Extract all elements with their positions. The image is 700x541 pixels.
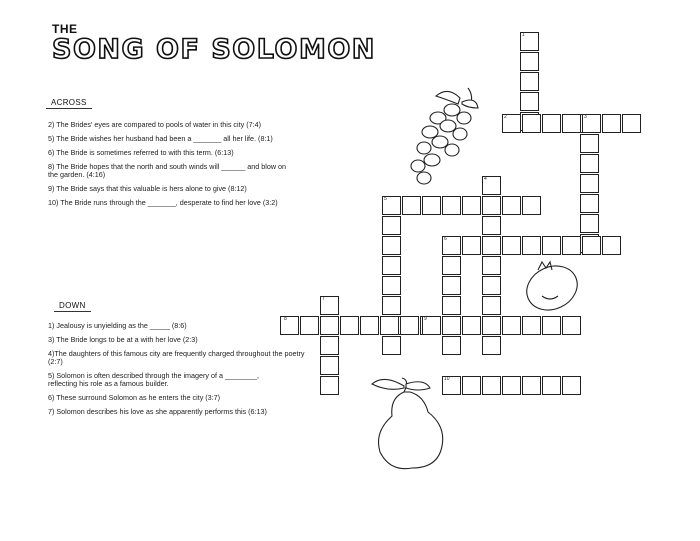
crossword-cell[interactable]	[562, 316, 581, 335]
down-clue: 6) These surround Solomon as he enters the city (3:7)	[48, 393, 221, 402]
down-clue: 1) Jealousy is unyielding as the _____ (8:6)	[48, 321, 187, 330]
across-clue: 10) The Bride runs through the _______, desperate to find her love (3:2)	[48, 198, 278, 207]
crossword-cell[interactable]	[400, 316, 419, 335]
crossword-cell[interactable]	[542, 316, 561, 335]
crossword-cell[interactable]	[520, 52, 539, 71]
clue-number: 1	[522, 32, 525, 38]
down-heading: DOWN	[54, 301, 91, 312]
crossword-cell[interactable]	[562, 236, 581, 255]
crossword-cell[interactable]	[562, 376, 581, 395]
clue-number: 3	[584, 114, 587, 120]
crossword-cell[interactable]	[522, 316, 541, 335]
crossword-cell[interactable]	[542, 376, 561, 395]
crossword-cell[interactable]	[462, 196, 481, 215]
crossword-cell[interactable]	[502, 376, 521, 395]
crossword-cell[interactable]	[580, 134, 599, 153]
crossword-cell[interactable]	[520, 92, 539, 111]
crossword-cell[interactable]	[522, 196, 541, 215]
clue-number: 5	[384, 196, 387, 202]
page-title: SONG OF SOLOMON	[52, 34, 376, 65]
crossword-cell[interactable]	[580, 194, 599, 213]
crossword-cell[interactable]	[462, 316, 481, 335]
crossword-cell[interactable]	[522, 114, 541, 133]
crossword-cell[interactable]	[580, 174, 599, 193]
crossword-cell[interactable]	[562, 114, 581, 133]
crossword-cell[interactable]	[442, 196, 461, 215]
crossword-cell[interactable]	[442, 296, 461, 315]
across-clue: 6) The Bride is sometimes referred to with this term. (6:13)	[48, 148, 234, 157]
crossword-cell[interactable]	[482, 276, 501, 295]
crossword-cell[interactable]	[340, 316, 359, 335]
crossword-cell[interactable]	[300, 316, 319, 335]
crossword-cell[interactable]	[442, 276, 461, 295]
crossword-cell[interactable]	[320, 376, 339, 395]
across-heading: ACROSS	[46, 98, 92, 109]
crossword-cell[interactable]	[382, 336, 401, 355]
crossword-cell[interactable]	[582, 236, 601, 255]
crossword-cell[interactable]	[580, 214, 599, 233]
crossword-cell[interactable]	[602, 236, 621, 255]
crossword-cell[interactable]	[382, 296, 401, 315]
crossword-cell[interactable]	[542, 236, 561, 255]
crossword-cell[interactable]	[502, 236, 521, 255]
crossword-cell[interactable]	[482, 196, 501, 215]
crossword-cell[interactable]	[442, 256, 461, 275]
crossword-cell[interactable]	[502, 196, 521, 215]
crossword-cell[interactable]	[380, 316, 399, 335]
clue-number: 9	[424, 316, 427, 322]
crossword-cell[interactable]	[522, 376, 541, 395]
down-clue: 7) Solomon describes his love as she apparently performs this (6:13)	[48, 407, 267, 416]
crossword-cell[interactable]	[542, 114, 561, 133]
crossword-cell[interactable]	[482, 316, 501, 335]
crossword-cell[interactable]	[422, 196, 441, 215]
clue-number: 6	[444, 236, 447, 242]
crossword-cell[interactable]	[482, 256, 501, 275]
crossword-cell[interactable]	[482, 336, 501, 355]
crossword-cell[interactable]	[320, 356, 339, 375]
crossword-cell[interactable]	[482, 376, 501, 395]
crossword-cell[interactable]	[320, 316, 339, 335]
crossword-cell[interactable]	[522, 236, 541, 255]
down-clue: 3) The Bride longs to be at a with her love (2:3)	[48, 335, 198, 344]
crossword-cell[interactable]	[482, 236, 501, 255]
crossword-cell[interactable]	[382, 256, 401, 275]
clue-number: 10	[444, 376, 450, 382]
clue-number: 2	[504, 114, 507, 120]
clue-number: 4	[484, 176, 487, 182]
crossword-cell[interactable]	[580, 154, 599, 173]
across-clue: 2) The Brides' eyes are compared to pools of water in this city (7:4)	[48, 120, 261, 129]
crossword-cell[interactable]	[320, 336, 339, 355]
clue-number: 7	[322, 296, 325, 302]
crossword-cell[interactable]	[382, 276, 401, 295]
crossword-cell[interactable]	[520, 72, 539, 91]
across-clue: 8) The Bride hopes that the north and south winds will ______ and blow on the garden. (4:16)	[48, 162, 287, 179]
crossword-cell[interactable]	[402, 196, 421, 215]
crossword-cell[interactable]	[482, 216, 501, 235]
crossword-cell[interactable]	[462, 236, 481, 255]
across-clue: 5) The Bride wishes her husband had been a _______ all her life. (8:1)	[48, 134, 273, 143]
crossword-cell[interactable]	[462, 376, 481, 395]
down-clue: 4)The daughters of this famous city are frequently charged throughout the poetry (2:7)	[48, 349, 305, 366]
crossword-cell[interactable]	[602, 114, 621, 133]
crossword-cell[interactable]	[382, 236, 401, 255]
crossword-cell[interactable]	[382, 216, 401, 235]
crossword-cell[interactable]	[502, 316, 521, 335]
down-clue: 5) Solomon is often described through the imagery of a ________, reflecting his role as a famous builder.	[48, 371, 259, 388]
crossword-cell[interactable]	[442, 316, 461, 335]
across-clue: 9) The Bride says that this valuable is hers alone to give (8:12)	[48, 184, 247, 193]
crossword-cell[interactable]	[482, 296, 501, 315]
crossword-cell[interactable]	[360, 316, 379, 335]
clue-number: 8	[284, 316, 287, 322]
crossword-cell[interactable]	[442, 336, 461, 355]
title-the: THE	[52, 22, 78, 36]
crossword-cell[interactable]	[280, 316, 299, 335]
crossword-cell[interactable]	[622, 114, 641, 133]
